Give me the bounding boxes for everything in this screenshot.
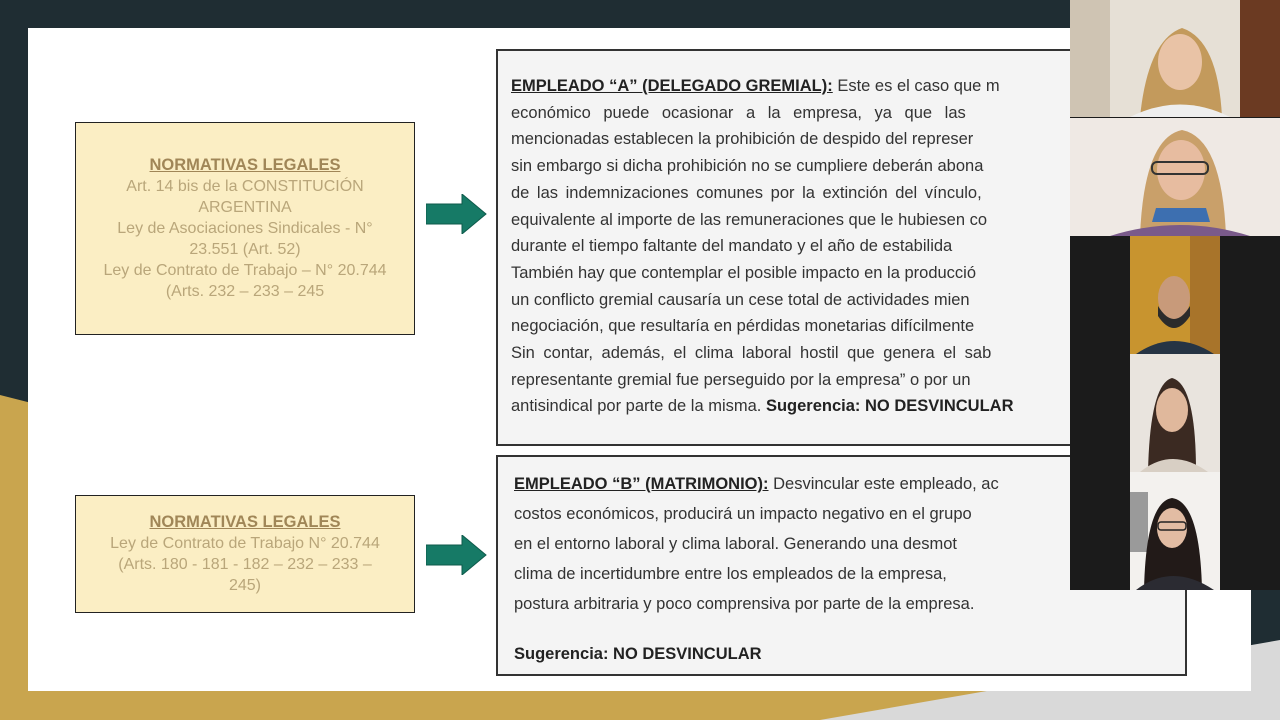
employee-a-text-line: equivalente al importe de las remuneraciones que le hubiesen co bbox=[511, 210, 988, 229]
employee-a-text-line: un conflicto gremial causaría un cese total de actividades mien bbox=[511, 290, 970, 309]
employee-a-text-line: mencionadas establecen la prohibición de despido del represer bbox=[511, 130, 974, 149]
participant-3-video bbox=[1130, 236, 1220, 354]
legal-norms-box-2 bbox=[75, 495, 415, 613]
employee-a-text-line: Sin contar, además, el clima laboral hostil que genera el sab bbox=[511, 344, 992, 363]
norm-line: (Arts. 180 - 181 - 182 – 232 – 233 – bbox=[118, 556, 372, 573]
employee-a-text: Este es el caso que m bbox=[832, 77, 1000, 95]
participant-4-video bbox=[1130, 354, 1220, 472]
arrow-right-icon bbox=[426, 194, 488, 234]
employee-a-text: antisindical por parte de la misma. bbox=[511, 397, 766, 416]
norm-line: Ley de Contrato de Trabajo – N° 20.744 bbox=[103, 262, 387, 279]
employee-a-text-line: negociación, que resultaría en pérdidas monetarias difícilmente bbox=[511, 317, 975, 336]
participant-video-tile[interactable] bbox=[1130, 472, 1220, 590]
participants-video-strip bbox=[1070, 0, 1280, 590]
employee-a-text-line: de las indemnizaciones comunes por la extinción del vínculo, bbox=[511, 183, 982, 202]
norm-line: Ley de Contrato de Trabajo N° 20.744 bbox=[110, 535, 380, 552]
employee-b-text: Desvincular este empleado, ac bbox=[768, 475, 999, 493]
employee-b-text-line: costos económicos, producirá un impacto negativo en el grupo bbox=[514, 505, 972, 523]
employee-a-text-line: económico puede ocasionar a la empresa, ya que las bbox=[511, 103, 966, 122]
employee-a-suggestion: Sugerencia: NO DESVINCULAR bbox=[765, 397, 1014, 416]
norm-line: 245) bbox=[228, 577, 262, 594]
norm-line: ARGENTINA bbox=[198, 199, 292, 216]
employee-b-heading: EMPLEADO “B” (MATRIMONIO): bbox=[514, 475, 769, 493]
participant-video-tile[interactable] bbox=[1130, 354, 1220, 472]
employee-b-text-line: clima de incertidumbre entre los empleados de la empresa, bbox=[514, 565, 947, 583]
legal-norms-box-1 bbox=[75, 122, 415, 335]
legal-norms-title-1: NORMATIVAS LEGALES bbox=[149, 156, 341, 174]
employee-a-text-line: representante gremial fue perseguido por la empresa” o por un bbox=[511, 370, 971, 389]
participant-1-video bbox=[1070, 0, 1280, 117]
employee-b-text-line: en el entorno laboral y clima laboral. Generando una desmot bbox=[514, 535, 958, 553]
participant-video-tile[interactable] bbox=[1130, 236, 1220, 354]
participant-2-video bbox=[1070, 118, 1280, 236]
legal-norms-title-2: NORMATIVAS LEGALES bbox=[149, 513, 341, 531]
norm-line: (Arts. 232 – 233 – 245 bbox=[165, 283, 325, 300]
participant-video-tile[interactable] bbox=[1070, 118, 1280, 236]
arrow-right-icon bbox=[426, 535, 488, 575]
employee-a-heading: EMPLEADO “A” (DELEGADO GREMIAL): bbox=[511, 77, 833, 95]
employee-b-text-line: postura arbitraria y poco comprensiva por parte de la empresa. bbox=[514, 595, 975, 613]
employee-a-text-line: También hay que contemplar el posible impacto en la producció bbox=[511, 263, 977, 282]
employee-b-suggestion: Sugerencia: NO DESVINCULAR bbox=[514, 645, 762, 663]
presentation-slide bbox=[28, 28, 1251, 691]
participant-video-tile[interactable] bbox=[1070, 0, 1280, 117]
norm-line: Art. 14 bis de la CONSTITUCIÓN bbox=[126, 178, 364, 195]
norm-line: 23.551 (Art. 52) bbox=[189, 241, 301, 258]
employee-a-text-line: durante el tiempo faltante del mandato y el año de estabilida bbox=[511, 237, 953, 256]
participant-5-video bbox=[1130, 472, 1220, 590]
norm-line: Ley de Asociaciones Sindicales - N° bbox=[117, 220, 373, 237]
employee-a-text-line: sin embargo si dicha prohibición no se cumpliere deberán abona bbox=[511, 157, 984, 176]
